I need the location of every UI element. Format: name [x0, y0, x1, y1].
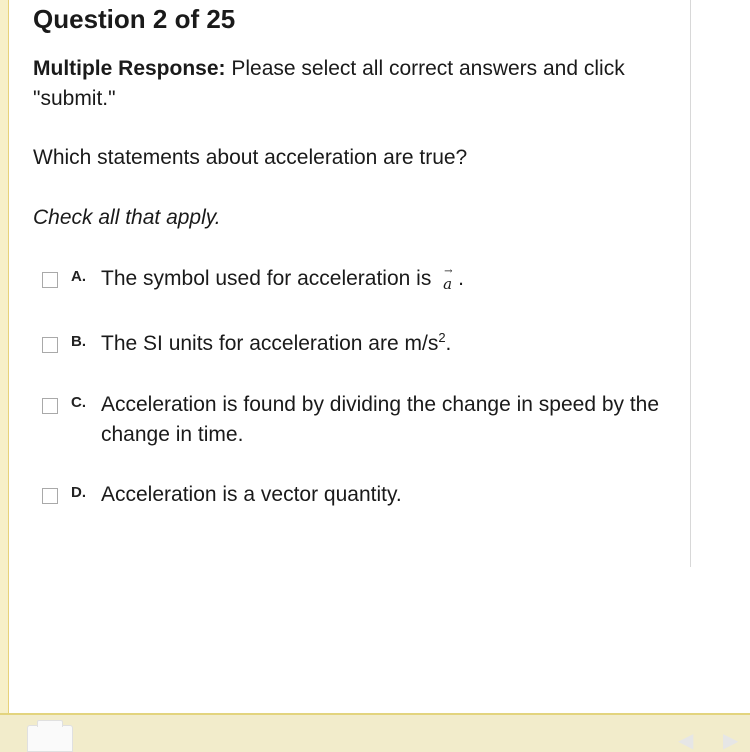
option-c-text: Acceleration is found by dividing the change in speed by the change in time. [101, 393, 660, 446]
acceleration-letter: a [443, 275, 453, 293]
option-c-checkbox[interactable] [42, 398, 58, 414]
left-border-line [8, 0, 9, 715]
option-d-text: Acceleration is a vector quantity. [101, 483, 402, 506]
option-a-label: The symbol used for acceleration is [101, 267, 438, 290]
instructions-label: Multiple Response: [33, 57, 226, 80]
bottom-toolbar [0, 713, 750, 752]
question-counter: Question 2 of 25 [33, 4, 236, 34]
instructions-text: Please select all correct answers and click "submit." [33, 57, 625, 110]
right-divider [690, 0, 691, 567]
calculator-icon[interactable] [27, 725, 73, 752]
option-a-suffix: . [458, 267, 464, 290]
option-b-text [101, 329, 681, 359]
option-b-letter: B. [71, 333, 86, 350]
option-b-label: The SI units for acceleration are m/s [101, 332, 439, 355]
option-d-letter: D. [71, 484, 86, 501]
option-c-letter: C. [71, 394, 86, 411]
check-all-hint: Check all that apply. [33, 206, 221, 229]
option-b-suffix: . [445, 332, 452, 355]
option-a-letter: A. [71, 268, 86, 285]
instructions [33, 54, 673, 114]
option-a-checkbox[interactable] [42, 272, 58, 288]
right-arrow-icon[interactable]: ▶ [723, 730, 739, 752]
left-arrow-icon[interactable]: ◀ [678, 730, 694, 752]
option-b-superscript: 2 [438, 330, 446, 345]
acceleration-symbol [443, 266, 453, 299]
option-d-checkbox[interactable] [42, 488, 58, 504]
question-text: Which statements about acceleration are true? [33, 146, 468, 169]
vector-arrow-icon: → [444, 266, 453, 277]
option-a-text [101, 264, 681, 295]
option-b-checkbox[interactable] [42, 337, 58, 353]
